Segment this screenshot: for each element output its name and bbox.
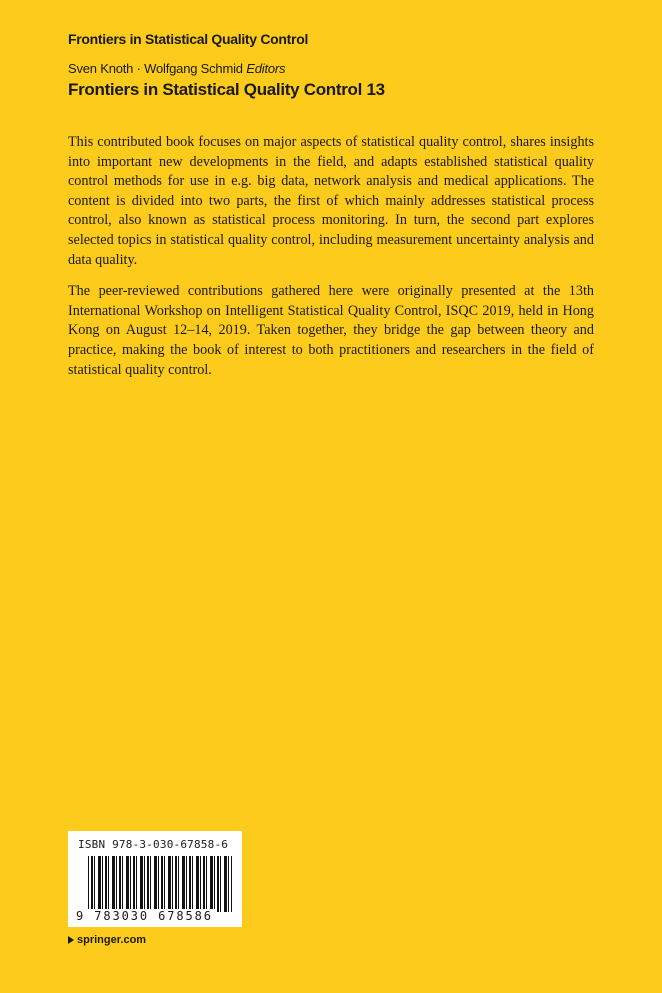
blurb-paragraph-1: This contributed book focuses on major aspects of statistical quality control, shares insights into important new developments in the field, and adapts established statistical quality control methods for use in e.g. big data, network analysis and medical applications. The content is divided into two parts, the first of which mainly addresses statistical process control, also known as statistical process monitoring. In turn, the second part explores selected topics in statistical quality control, including measurement uncertainty analysis and data quality. (68, 134, 594, 268)
series-title: Frontiers in Statistical Quality Control (68, 31, 309, 47)
barcode-bars (88, 856, 232, 912)
publisher-link-text: springer.com (77, 934, 147, 946)
book-title: Frontiers in Statistical Quality Control 13 (68, 80, 385, 99)
publisher-link[interactable] (68, 934, 146, 946)
triangle-arrow-icon (68, 936, 74, 944)
editors-role: Editors (246, 61, 286, 76)
isbn-label: ISBN 978-3-030-67858-6 (78, 838, 229, 851)
isbn-digits: 9 783030 678586 (76, 909, 213, 923)
barcode-box (68, 831, 242, 927)
editors-names: Sven Knoth · Wolfgang Schmid (68, 61, 243, 76)
blurb-paragraph-2: The peer-reviewed contributions gathered here were originally presented at the 13th International Workshop on Intelligent Statistical Quality Control, ISQC 2019, held in Hong Kong on August 12–14, 2019. Taken together, they bridge the gap between theory and practice, making the book of interest to both practitioners and researchers in the field of statistical quality control. (68, 283, 594, 378)
editors-line (68, 61, 285, 76)
blurb (68, 133, 594, 392)
